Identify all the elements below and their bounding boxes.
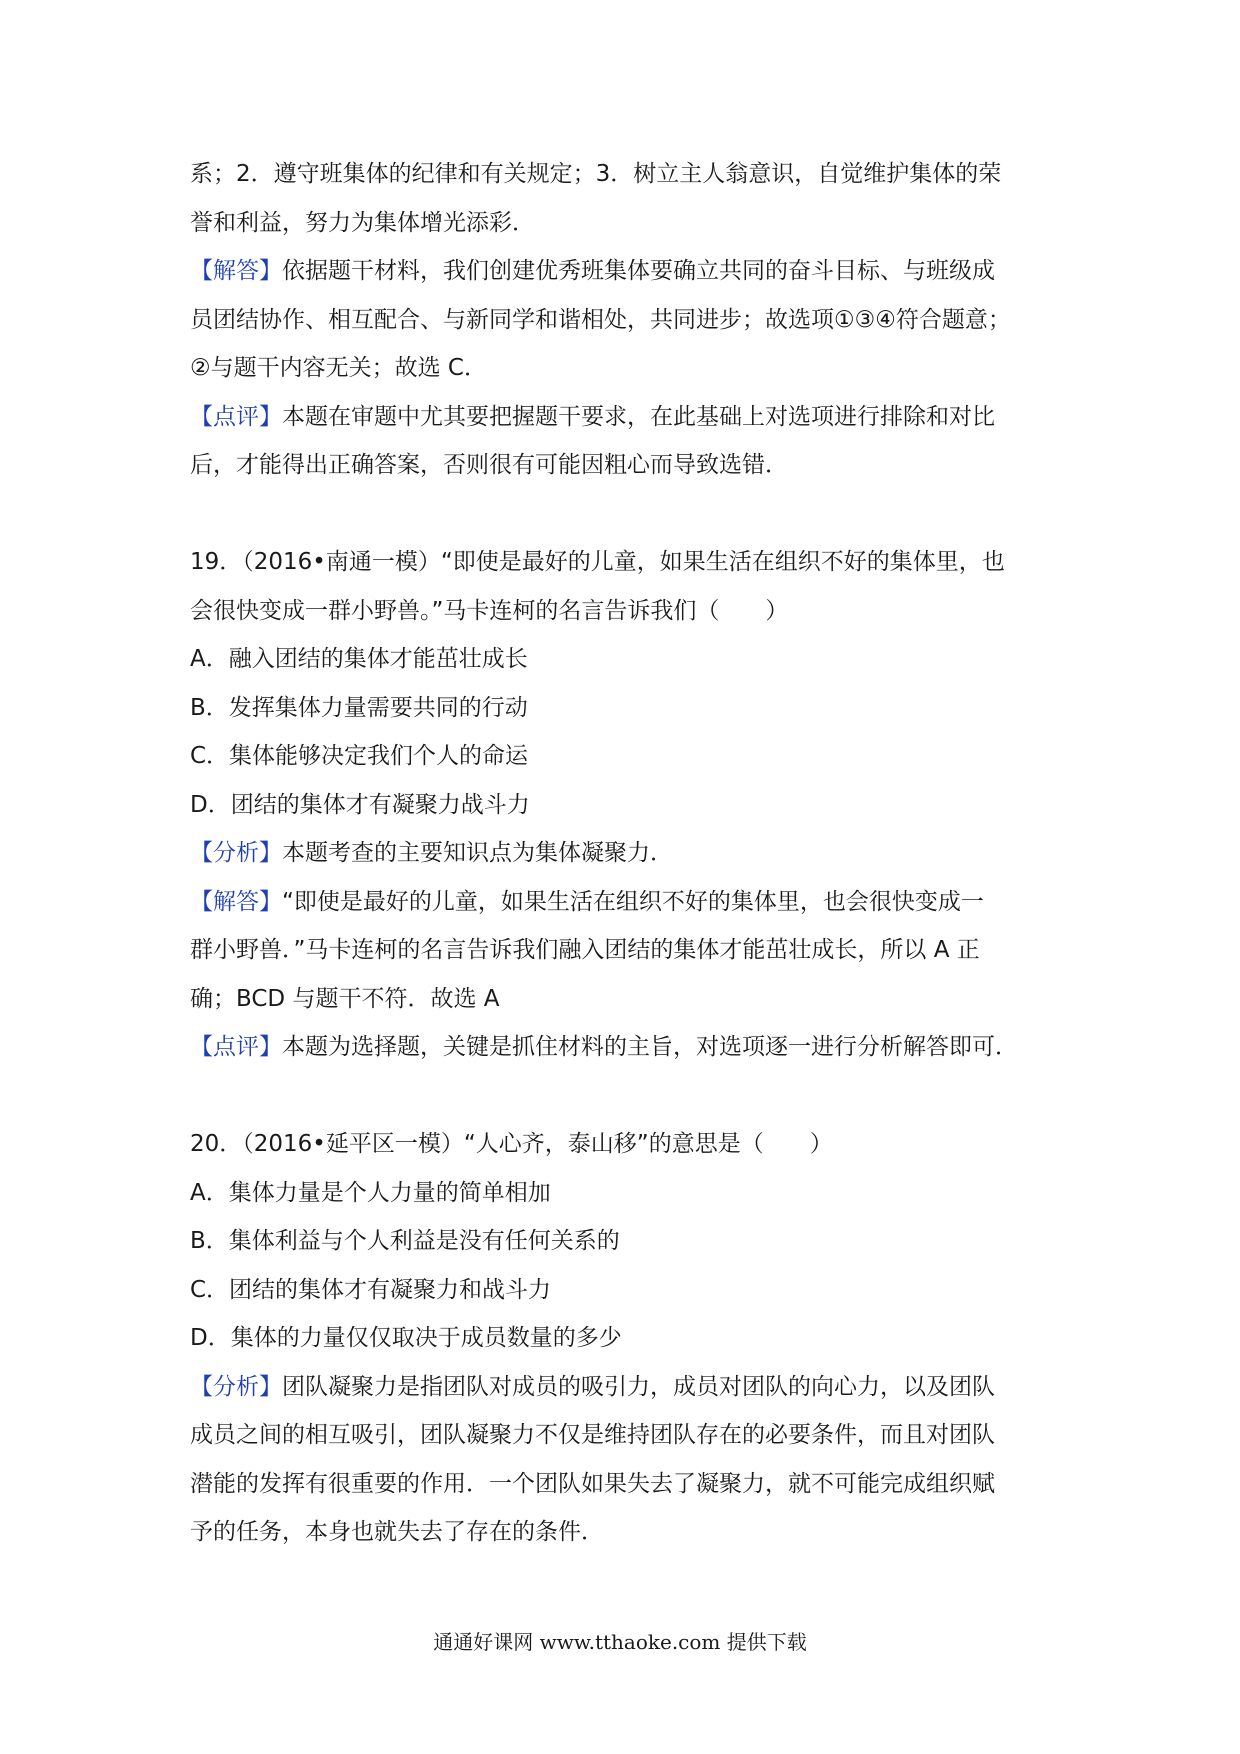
review-line: 【点评】本题为选择题，关键是抓住材料的主旨，对选项逐一进行分析解答即可． [190, 1034, 1018, 1060]
answer-tag: 【解答】 [190, 258, 282, 284]
question-19-stem: 19．（2016•南通一模）“即使是最好的儿童，如果生活在组织不好的集体里，也 [190, 549, 1005, 575]
page-footer: 通通好课网 www.tthaoke.com 提供下载 [433, 1630, 807, 1654]
answer-line: 【解答】“即使是最好的儿童，如果生活在组织不好的集体里，也会很快变成一 [190, 888, 984, 915]
question-19-option-c: C．集体能够决定我们个人的命运 [190, 743, 529, 769]
question-19-option-a: A．融入团结的集体才能茁壮成长 [190, 646, 528, 672]
question-19-stem: 会很快变成一群小野兽。”马卡连柯的名言告诉我们（ ） [190, 597, 789, 624]
question-20-option-d: D．集体的力量仅仅取决于成员数量的多少 [190, 1325, 622, 1351]
continuation-line: 系；2．遵守班集体的纪律和有关规定；3．树立主人翁意识，自觉维护集体的荣 [190, 161, 1002, 187]
analysis-line: 成员之间的相互吸引，团队凝聚力不仅是维持团队存在的必要条件，而且对团队 [190, 1422, 995, 1448]
answer-tag: 【解答】 [190, 888, 282, 915]
question-20-option-c: C．团结的集体才有凝聚力和战斗力 [190, 1276, 552, 1303]
analysis-line: 潜能的发挥有很重要的作用．一个团队如果失去了凝聚力，就不可能完成组织赋 [190, 1470, 995, 1497]
question-20-option-b: B．集体利益与个人利益是没有任何关系的 [190, 1228, 620, 1254]
answer-line: 群小野兽．”马卡连柯的名言告诉我们融入团结的集体才能茁壮成长，所以 A 正 [190, 937, 980, 963]
analysis-tag: 【分析】 [190, 1373, 282, 1400]
review-tag: 【点评】 [190, 1034, 282, 1060]
document-page [190, 150, 1065, 1557]
analysis-tag: 【分析】 [190, 840, 282, 866]
analysis-line: 【分析】本题考查的主要知识点为集体凝聚力． [190, 840, 673, 866]
continuation-line: 誉和利益，努力为集体增光添彩． [190, 209, 535, 236]
review-tag: 【点评】 [190, 403, 282, 430]
question-19-option-d: D．团结的集体才有凝聚力战斗力 [190, 791, 530, 818]
review-line: 后，才能得出正确答案，否则很有可能因粗心而导致选错． [190, 452, 788, 478]
question-19-option-b: B．发挥集体力量需要共同的行动 [190, 694, 528, 721]
review-line: 【点评】本题在审题中尤其要把握题干要求，在此基础上对选项进行排除和对比 [190, 403, 995, 430]
analysis-line: 予的任务，本身也就失去了存在的条件． [190, 1519, 604, 1545]
analysis-line: 【分析】团队凝聚力是指团队对成员的吸引力，成员对团队的向心力，以及团队 [190, 1373, 995, 1400]
answer-line: ②与题干内容无关；故选 C． [190, 355, 487, 381]
question-20-option-a: A．集体力量是个人力量的简单相加 [190, 1179, 551, 1206]
answer-line: 员团结协作、相互配合、与新同学和谐相处，共同进步；故选项①③④符合题意； [190, 306, 1011, 333]
spacer [190, 1072, 1065, 1121]
spacer [190, 490, 1065, 539]
question-20-stem: 20．（2016•延平区一模）“人心齐，泰山移”的意思是（ ） [190, 1131, 833, 1157]
answer-line: 确；BCD 与题干不符．故选 A [190, 985, 500, 1012]
answer-line: 【解答】依据题干材料，我们创建优秀班集体要确立共同的奋斗目标、与班级成 [190, 258, 995, 284]
